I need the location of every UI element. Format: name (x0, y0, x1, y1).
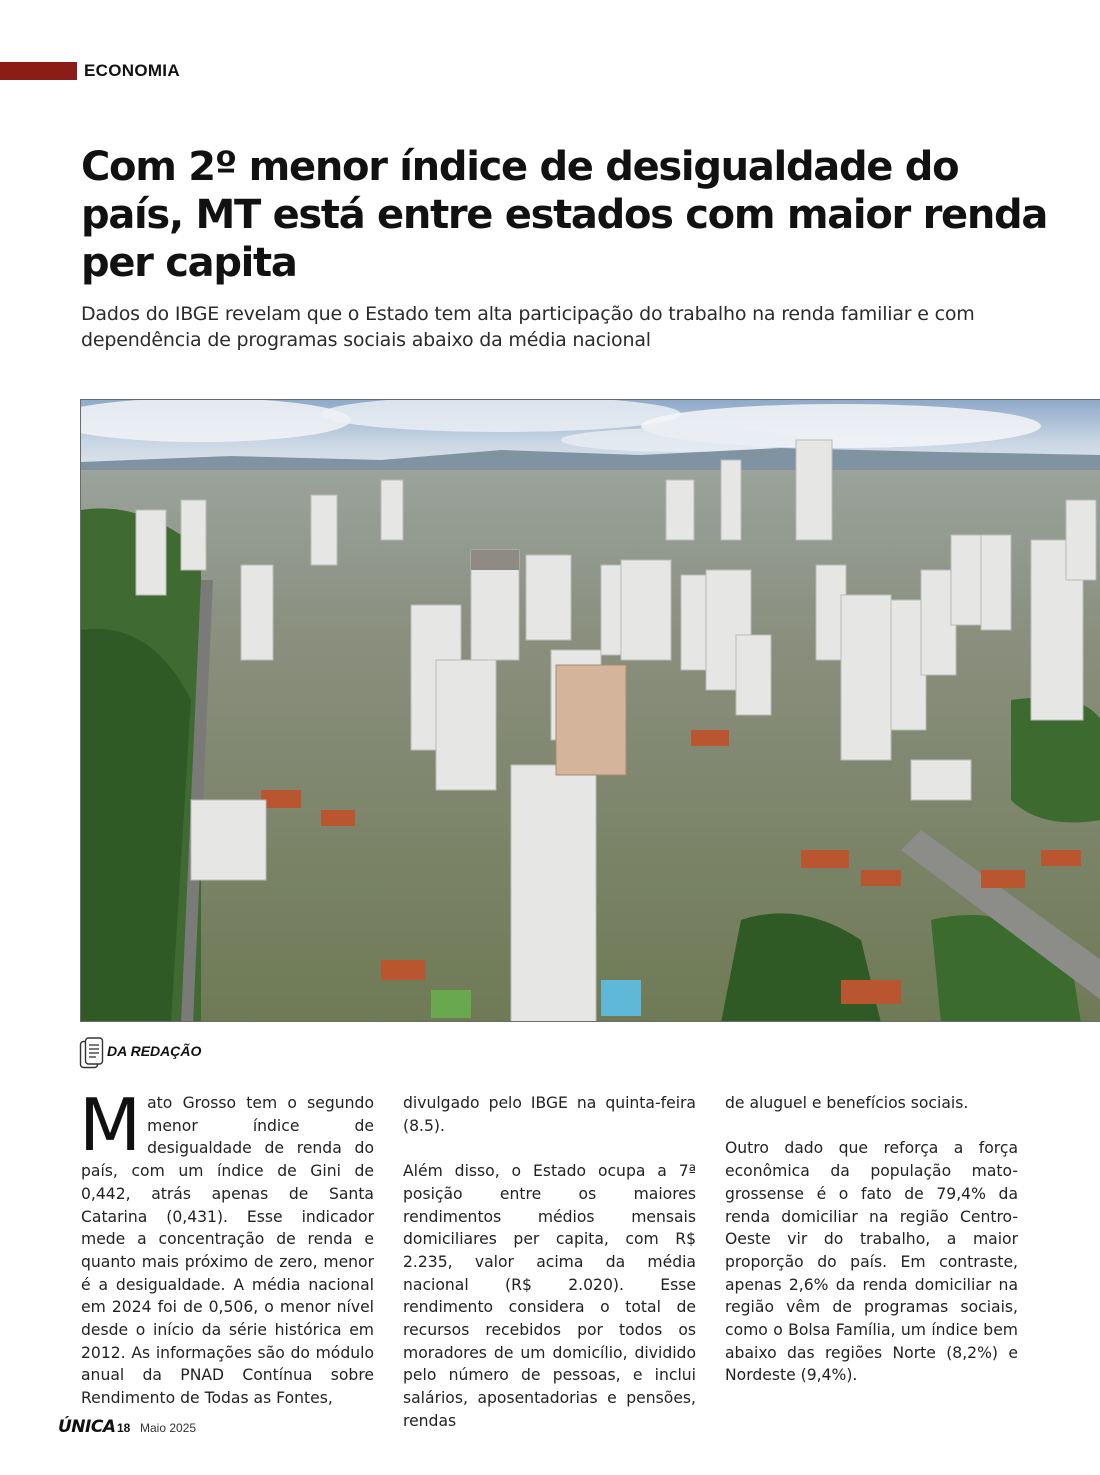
paragraph-text: ato Grosso tem o segundo menor índice de desigualdade de renda do país, com um índice de Gini de 0,442, atrás apenas de Santa Catarina (0,431). Esse indicador mede a concentração de renda e quanto mais próximo de zero, menor é a desigualdade. A média nacional em 2024 foi de 0,506, o menor nível desde o início da série histórica em 2012. As informações são do módulo anual da PNAD Contínua sobre Rendimento de Todas as Fontes, (81, 1094, 374, 1408)
article-paragraph: divulgado pelo IBGE na quinta-feira (8.5). (403, 1094, 696, 1135)
headline-line: per capita (81, 240, 297, 286)
magazine-logo: ÚNICA (58, 1417, 116, 1437)
article-paragraph (79, 1083, 374, 1410)
headline-line: país, MT está entre estados com maior renda (81, 192, 1048, 238)
page-number: 18 (117, 1421, 131, 1435)
issue-date: Maio 2025 (140, 1421, 197, 1435)
article-paragraph: de aluguel e benefícios sociais. (725, 1094, 969, 1112)
deck-line: dependência de programas sociais abaixo da média nacional (81, 329, 651, 351)
dropcap: M (79, 1083, 142, 1167)
section-accent-bar (0, 62, 77, 80)
article-paragraph: Outro dado que reforça a força econômica da população mato-grossense é o fato de 79,4% da renda domiciliar na região Centro-Oeste vir do trabalho, a maior proporção do país. Em contraste, apenas 2,6% da renda domiciliar na região vêm de programas sociais, como o Bolsa Família, um índice bem abaixo das regiões Norte (8,2%) e Nordeste (9,4%). (725, 1139, 1018, 1385)
city-aerial-photo (80, 399, 1100, 1022)
article-paragraph: Além disso, o Estado ocupa a 7ª posição entre os maiores rendimentos médios mensais domiciliares per capita, com R$ 2.235, valor acima da média nacional (R$ 2.020). Esse rendimento considera o total de recursos recebidos por todos os moradores de um domicílio, dividido pelo número de pessoas, e inclui salários, aposentadorias e pensões, rendas (403, 1162, 696, 1430)
article-column-1 (79, 1083, 374, 1410)
article-column-3 (725, 1092, 1018, 1387)
article-column-2 (403, 1092, 696, 1433)
section-label: ECONOMIA (84, 61, 180, 80)
headline (81, 143, 1048, 287)
headline-line: Com 2º menor índice de desigualdade do (81, 144, 959, 190)
byline: DA REDAÇÃO (107, 1043, 202, 1059)
document-icon (79, 1037, 105, 1073)
photo-illustration (81, 400, 1100, 1022)
deck-subtitle (81, 301, 1081, 353)
deck-line: Dados do IBGE revelam que o Estado tem alta participação do trabalho na renda familiar e com (81, 303, 975, 325)
